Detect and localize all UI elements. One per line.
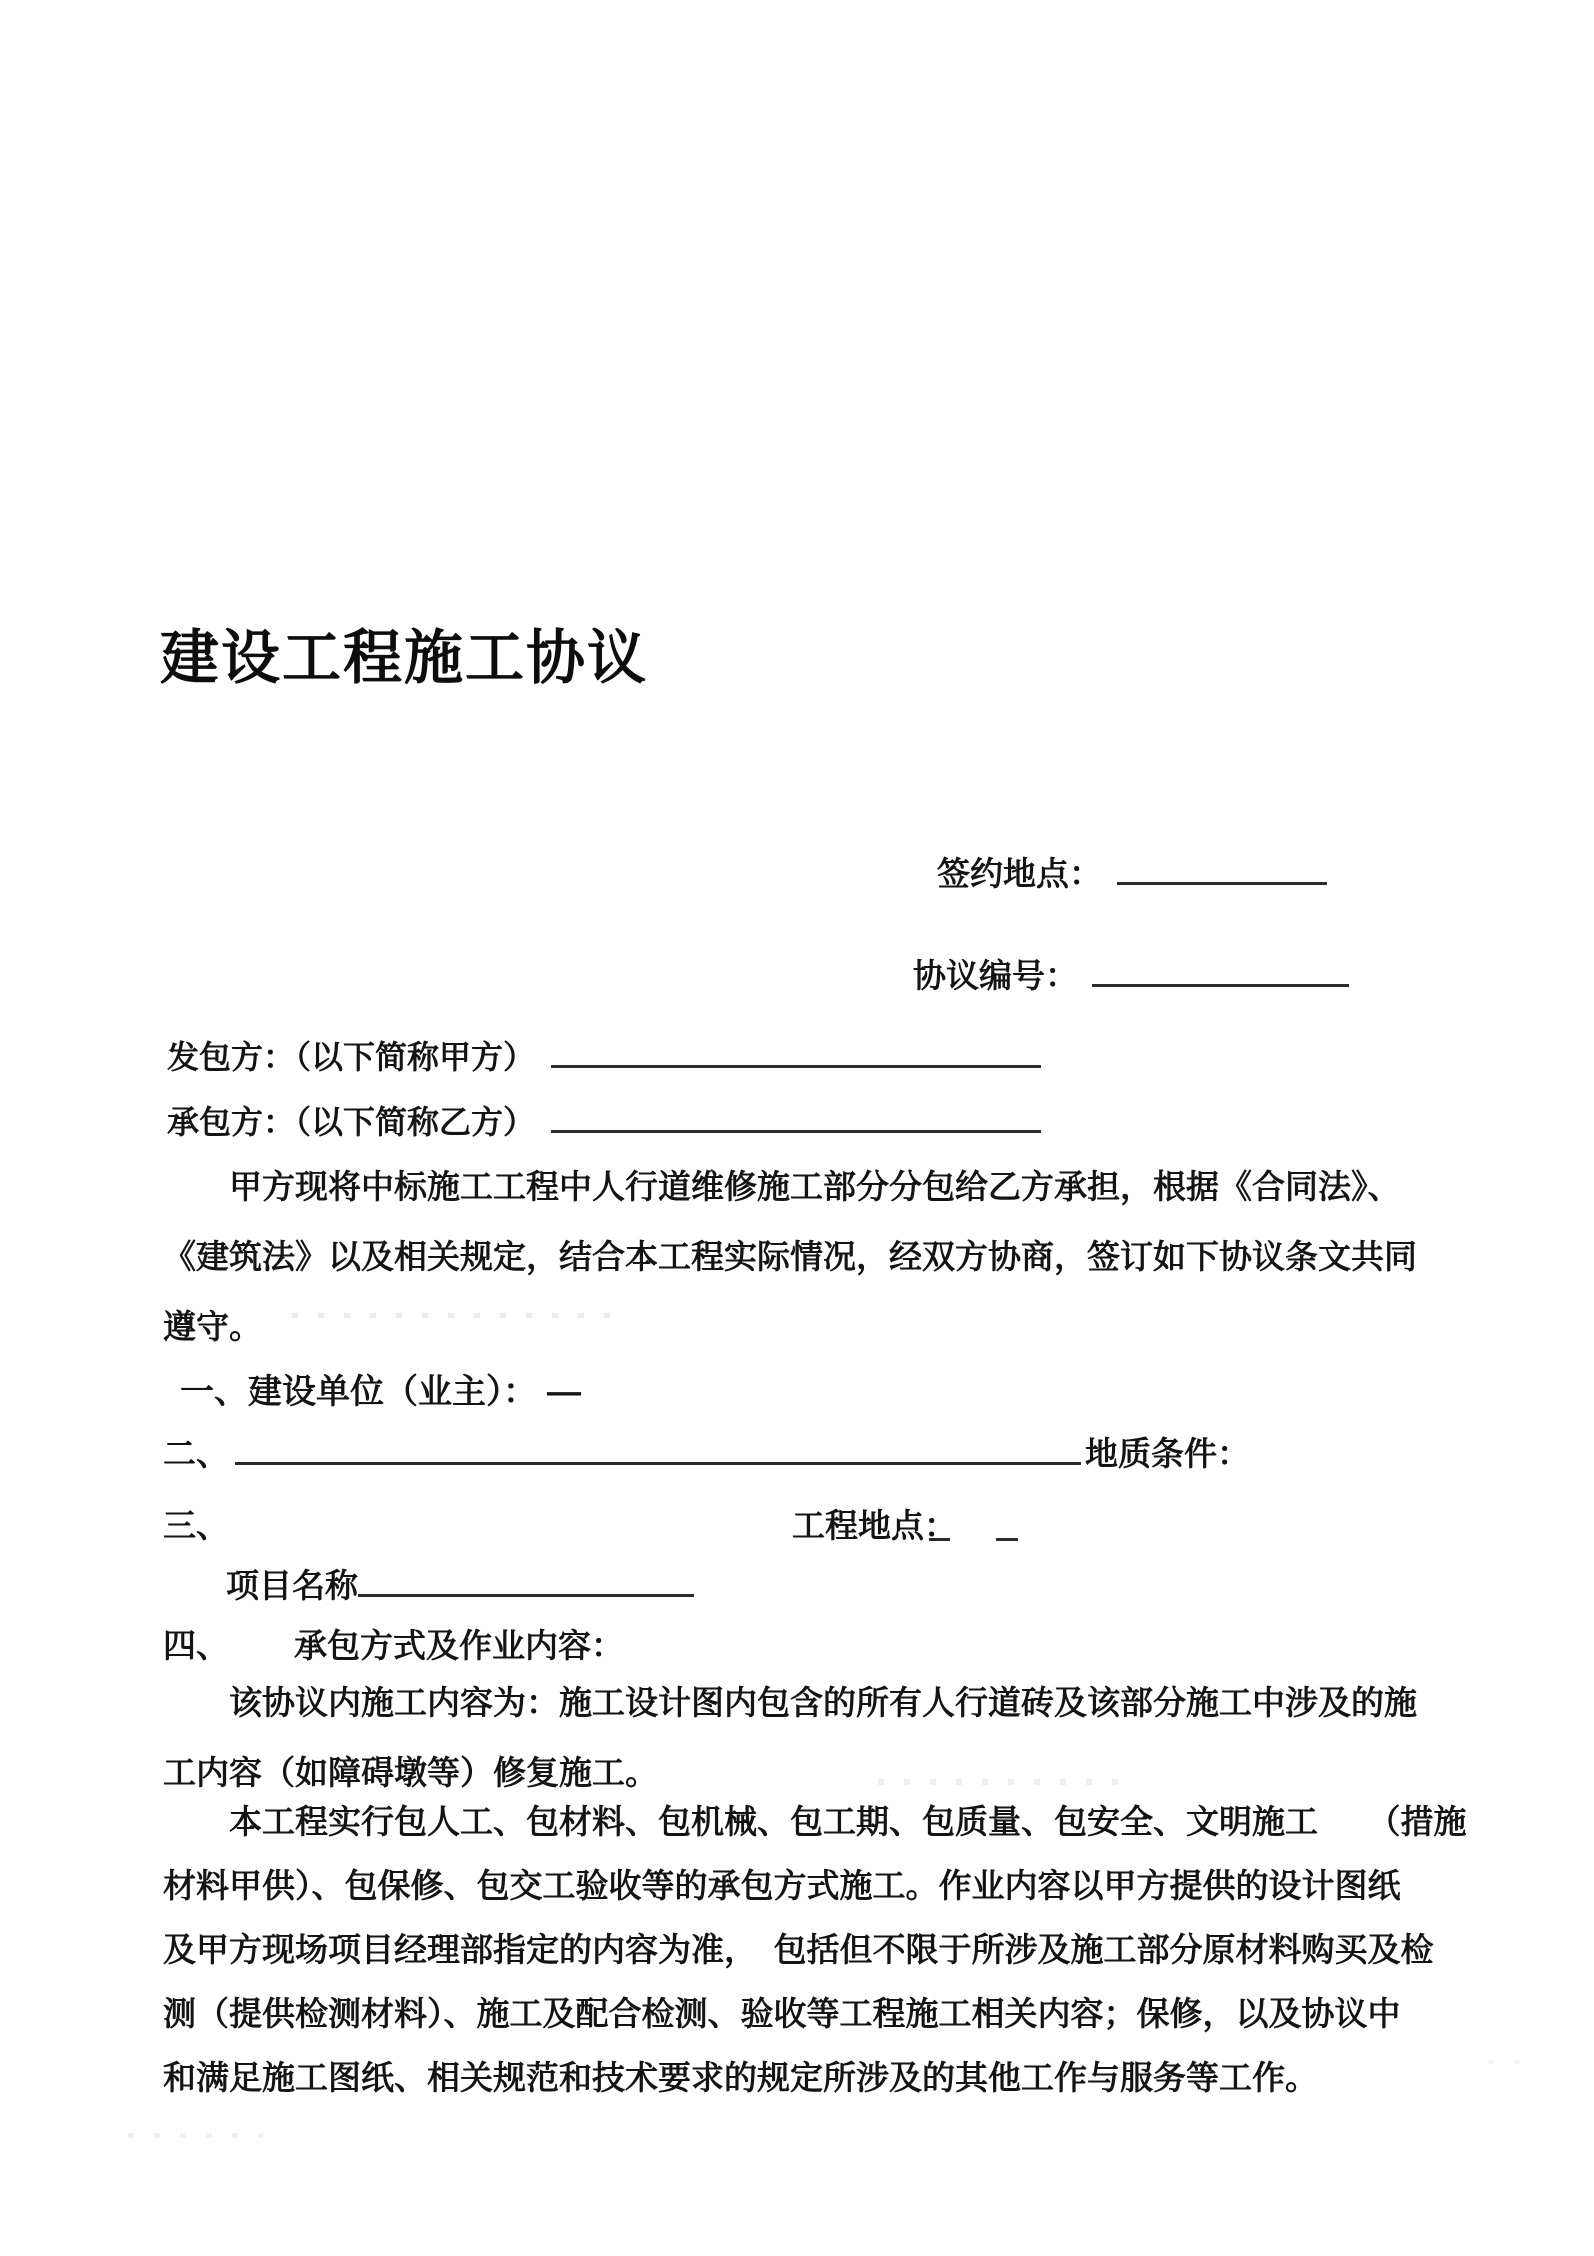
party-a-row bbox=[167, 1032, 1041, 1078]
clause-3-blank-1 bbox=[929, 1502, 950, 1541]
scope-line-1: 该协议内施工内容为：施工设计图内包含的所有人行道砖及该部分施工中涉及的施 bbox=[229, 1684, 1417, 1721]
clause-1-dash: — bbox=[547, 1373, 581, 1411]
party-b-label: 承包方：（以下简称乙方） bbox=[167, 1104, 536, 1140]
sign-location-row bbox=[937, 848, 1327, 895]
agreement-no-blank bbox=[1092, 954, 1349, 987]
sign-location-blank bbox=[1117, 852, 1327, 885]
agreement-no-row bbox=[913, 950, 1349, 997]
clause-2-trailing-label: 地质条件： bbox=[1085, 1435, 1250, 1472]
scope-paragraph bbox=[163, 1668, 1417, 1808]
party-a-blank bbox=[551, 1036, 1041, 1068]
clause-4-title: 承包方式及作业内容： bbox=[294, 1627, 624, 1664]
clause-1-row bbox=[180, 1364, 581, 1413]
clause-3-label: 工程地点： bbox=[792, 1507, 957, 1544]
clause-4-row bbox=[0, 1620, 1594, 1666]
clause-2-number: 二、 bbox=[163, 1435, 229, 1472]
clause-4-number: 四、 bbox=[163, 1627, 229, 1664]
agreement-no-label: 协议编号： bbox=[913, 957, 1078, 994]
clause-1-number: 一、 bbox=[180, 1373, 248, 1411]
party-a-label: 发包方：（以下简称甲方） bbox=[167, 1039, 536, 1075]
clause-1-title: 建设单位（业主）： bbox=[248, 1373, 537, 1411]
scan-artifact bbox=[292, 1313, 627, 1318]
contract-line-2: 材料甲供）、包保修、包交工验收等的承包方式施工。作业内容以甲方提供的设计图纸 bbox=[163, 1867, 1401, 1904]
scan-artifact bbox=[878, 1779, 1123, 1785]
project-name-label: 项目名称 bbox=[226, 1567, 358, 1604]
contract-terms-paragraph bbox=[163, 1790, 1467, 2110]
clause-2-blank bbox=[235, 1432, 1081, 1465]
intro-line-2: 《建筑法》以及相关规定，结合本工程实际情况，经双方协商，签订如下协议条文共同 bbox=[163, 1238, 1417, 1275]
scan-artifact bbox=[128, 2133, 263, 2138]
project-name-row bbox=[226, 1560, 694, 1607]
scope-line-2: 工内容（如障碍墩等）修复施工。 bbox=[163, 1754, 658, 1791]
intro-line-3: 遵守。 bbox=[163, 1308, 262, 1345]
clause-2-row bbox=[163, 1428, 1250, 1475]
sign-location-label: 签约地点： bbox=[937, 855, 1102, 892]
contract-line-5: 和满足施工图纸、相关规范和技术要求的规定所涉及的其他工作与服务等工作。 bbox=[163, 2059, 1318, 2096]
clause-3-blank-2 bbox=[996, 1502, 1018, 1541]
intro-line-1: 甲方现将中标施工工程中人行道维修施工部分分包给乙方承担，根据《合同法》、 bbox=[229, 1168, 1401, 1205]
contract-line-3: 及甲方现场项目经理部指定的内容为准， 包括但不限于所涉及施工部分原材料购买及检 bbox=[163, 1931, 1434, 1968]
contract-line-4: 测（提供检测材料）、施工及配合检测、验收等工程施工相关内容；保修，以及协议中 bbox=[163, 1995, 1401, 2032]
clause-3-row bbox=[0, 1500, 1594, 1546]
clause-3-number: 三、 bbox=[163, 1507, 229, 1544]
document-title: 建设工程施工协议 bbox=[160, 625, 649, 691]
party-b-row bbox=[167, 1097, 1041, 1143]
contract-line-1: 本工程实行包人工、包材料、包机械、包工期、包质量、包安全、文明施工 （措施 bbox=[229, 1803, 1467, 1840]
party-b-blank bbox=[551, 1101, 1041, 1133]
intro-paragraph bbox=[163, 1152, 1417, 1362]
scan-artifact bbox=[1488, 2060, 1540, 2064]
project-name-blank bbox=[358, 1564, 694, 1597]
